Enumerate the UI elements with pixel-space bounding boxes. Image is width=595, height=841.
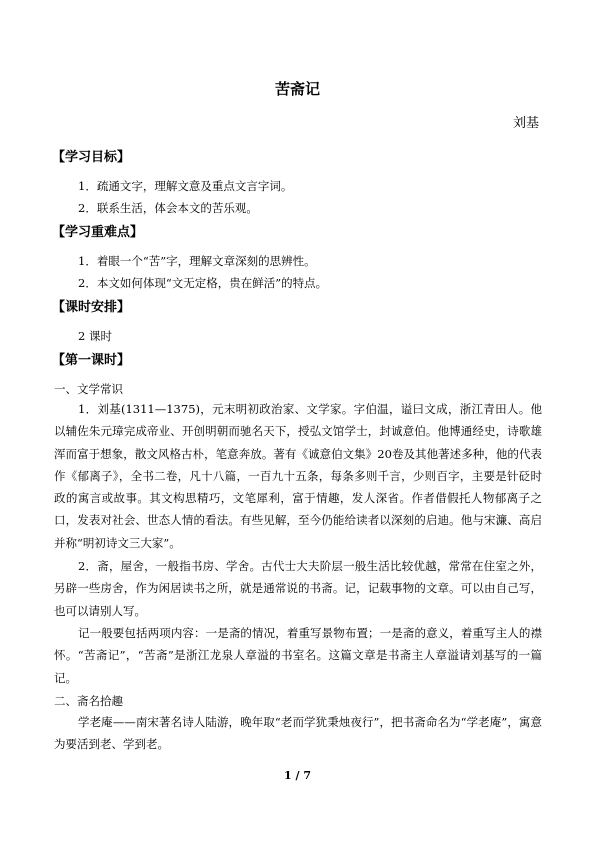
subheading-study-names: 二、斋名拾趣: [54, 694, 123, 708]
goal-item-1: 1．疏通文字，理解文意及重点文言字词。: [78, 179, 293, 193]
section-heading-lesson1: 【第一课时】: [52, 353, 131, 368]
author-name: 刘基: [512, 116, 539, 131]
section-heading-goals: 【学习目标】: [52, 150, 131, 165]
paragraph-zhai-definition: 2．斋，屋舍，一般指书房、学舍。古代士大夫阶层一般生活比较优越，常常在住室之外，另辟一些房舍，作为闲居读书之所，就是通常说的书斋。记，记载事物的文章。可以由自己写，也可以请别人写。: [54, 559, 542, 618]
goal-item-2: 2．联系生活，体会本文的苦乐观。: [78, 201, 258, 215]
page-number: 1 / 7: [284, 769, 311, 782]
section-heading-schedule: 【课时安排】: [52, 300, 131, 315]
paragraph-ji-content: 记一般要包括两项内容：一是斋的情况，着重写景物布置；一是斋的意义，着重写主人的襟怀。“苦斋记”，“苦斋”是浙江龙泉人章溢的书室名。这篇文章是书斋主人章溢请刘基写的一篇记。: [54, 626, 542, 685]
paragraph-author-bio: 1．刘基(1311—1375)，元末明初政治家、文学家。字伯温，谥曰文成，浙江青田人。他以辅佐朱元璋完成帝业、开创明朝而驰名天下，授弘文馆学士，封诚意伯。他博通经史，诗歌雄浑而富于想象，散文风格古朴，笔意奔放。著有《诚意伯文集》20卷及其他著述多种，他的代表作《郁离子》，全书二卷，凡十八篇，一百九十五条，每条多则千言，少则百字，主要是针砭时政的寓言或故事。其文构思精巧，文笔犀利，富于情趣，发人深省。作者借假托人物郁离子之口，发表对社会、世态人情的看法。有些见解，至今仍能给读者以深刻的启迪。他与宋濂、高启并称“明初诗文三大家”。: [54, 402, 542, 550]
document-title: 苦斋记: [274, 80, 320, 98]
difficulty-item-1: 1．着眼一个“苦”字，理解文章深刻的思辨性。: [78, 254, 316, 268]
difficulty-item-2: 2．本文如何体现“文无定格，贵在鲜活”的特点。: [78, 276, 328, 290]
section-heading-difficulties: 【学习重难点】: [52, 225, 144, 240]
schedule-item: 2 课时: [78, 329, 112, 343]
subheading-literary-knowledge: 一、文学常识: [54, 382, 123, 396]
paragraph-xuelaoan: 学老庵——南宋著名诗人陆游，晚年取“老而学犹秉烛夜行”，把书斋命名为“学老庵”，寓意为要活到老、学到老。: [54, 715, 542, 752]
